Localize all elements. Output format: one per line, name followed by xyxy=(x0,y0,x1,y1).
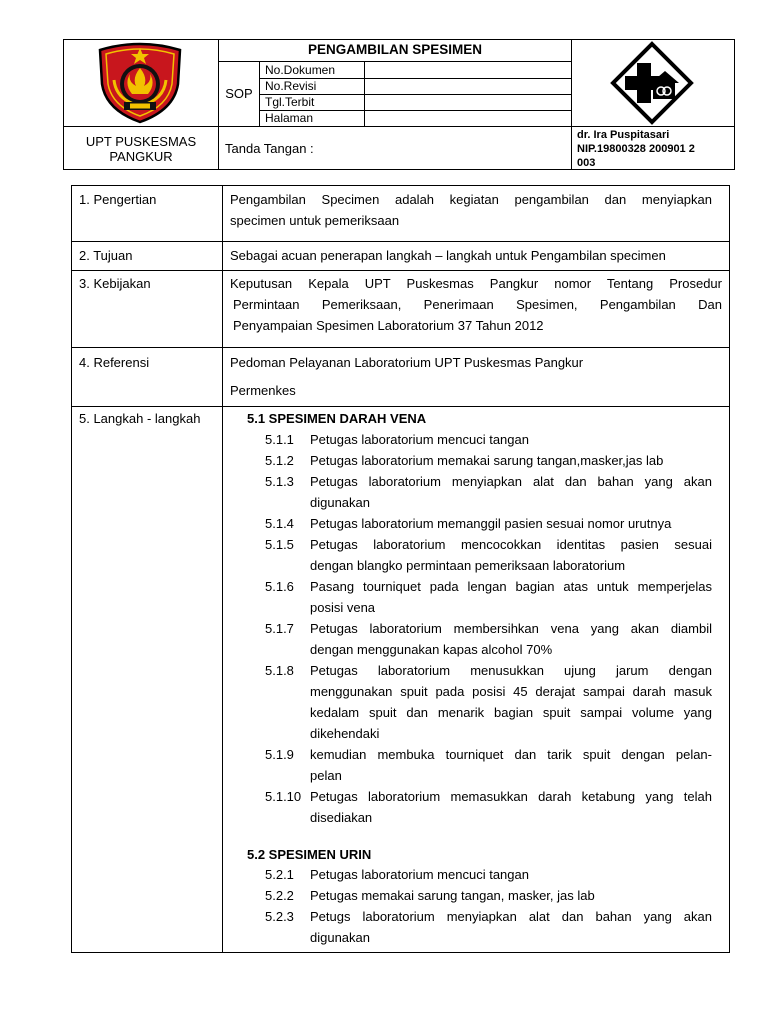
step-item xyxy=(265,885,712,906)
step-text xyxy=(310,660,712,744)
step-text-line: Petugs laboratorium menyiapkan alat dan bahan yang akan xyxy=(310,909,712,924)
row-label-kebijakan: 3. Kebijakan xyxy=(79,276,151,291)
step-item xyxy=(265,450,712,471)
step-text-line: disediakan xyxy=(310,810,373,825)
step-text xyxy=(310,906,712,948)
document-title: PENGAMBILAN SPESIMEN xyxy=(307,42,483,57)
step-number: 5.1.8 xyxy=(265,663,294,678)
step-text-line: Petugas laboratorium memakai sarung tangan,masker,jas lab xyxy=(310,453,664,468)
pengertian-text: Pengambilan Specimen adalah kegiatan pengambilan dan menyiapkan specimen untuk pemeriksaan xyxy=(230,192,712,228)
step-number: 5.1.2 xyxy=(265,453,294,468)
step-number: 5.1.6 xyxy=(265,579,294,594)
step-text-line: posisi vena xyxy=(310,600,376,615)
step-item xyxy=(265,576,712,618)
steps-darah-vena xyxy=(265,429,712,829)
header-divider xyxy=(63,126,735,127)
unit-name-line: UPT PUSKESMAS xyxy=(85,134,197,149)
step-text-line: menggunakan spuit pada posisi 45 derajat sampai darah masuk xyxy=(310,684,712,699)
step-text-line: Petugas laboratorium memasukkan darah ketabung yang telah xyxy=(310,789,712,804)
step-text-line: kemudian membuka tourniquet dan tarik spuit dengan pelan- xyxy=(310,747,712,762)
step-text-line: Petugas laboratorium membersihkan vena yang akan diambil xyxy=(310,621,712,636)
step-text-line: Petugas laboratorium mencocokkan identitas pasien sesuai xyxy=(310,537,712,552)
sop-field-halaman: Halaman xyxy=(265,111,314,125)
step-text xyxy=(310,744,712,786)
unit-name-line: PANGKUR xyxy=(109,149,173,164)
tujuan-text: Sebagai acuan penerapan langkah – langkah untuk Pengambilan specimen xyxy=(230,248,666,263)
step-item xyxy=(265,786,712,828)
step-text-line: dikehendaki xyxy=(310,726,380,741)
step-item xyxy=(265,864,712,885)
kebijakan-text: Keputusan Kepala UPT Puskesmas Pangkur nomor Tentang Prosedur Permintaan Pemeriksaan, Penerimaan Spesimen, Pengambilan Dan Penyampaian Spesimen Laboratorium 37 Tahun 2012 xyxy=(230,276,722,333)
step-text xyxy=(310,534,712,576)
sop-field-tgl-terbit: Tgl.Terbit xyxy=(265,95,315,109)
step-number: 5.1.5 xyxy=(265,537,294,552)
official-nip: NIP.19800328 200901 2 xyxy=(577,143,695,155)
step-number: 5.1.4 xyxy=(265,516,294,531)
step-text-line: Petugas laboratorium mencuci tangan xyxy=(310,867,529,882)
header-divider xyxy=(218,61,571,62)
referensi-item: Permenkes xyxy=(230,383,296,398)
step-item xyxy=(265,534,712,576)
referensi-item: Pedoman Pelayanan Laboratorium UPT Puskesmas Pangkur xyxy=(230,355,584,370)
step-item xyxy=(265,744,712,786)
step-text xyxy=(310,864,712,885)
step-text xyxy=(310,576,712,618)
step-number: 5.2.3 xyxy=(265,909,294,924)
step-text-line: Petugas laboratorium memanggil pasien sesuai nomor urutnya xyxy=(310,516,672,531)
step-text xyxy=(310,618,712,660)
step-text xyxy=(310,429,712,450)
content-divider xyxy=(71,347,730,348)
step-text-line: Petugas laboratorium menusukkan ujung jarum dengan xyxy=(310,663,712,678)
step-text-line: pelan xyxy=(310,768,342,783)
official-info xyxy=(577,128,735,170)
sop-field-no-dokumen: No.Dokumen xyxy=(265,63,336,77)
step-number: 5.1.1 xyxy=(265,432,294,447)
step-text-line: Petugas laboratorium menyiapkan alat dan bahan yang akan xyxy=(310,474,712,489)
header-divider xyxy=(571,39,572,170)
step-item xyxy=(265,618,712,660)
row-label-pengertian: 1. Pengertian xyxy=(79,192,157,207)
content-divider xyxy=(71,241,730,242)
step-number: 5.1.7 xyxy=(265,621,294,636)
signature-label: Tanda Tangan : xyxy=(225,141,314,156)
step-text xyxy=(310,513,712,534)
sop-field-no-revisi: No.Revisi xyxy=(265,79,317,93)
content-divider xyxy=(71,270,730,271)
official-name: dr. Ira Puspitasari xyxy=(577,129,670,141)
step-item xyxy=(265,660,712,744)
step-number: 5.1.10 xyxy=(265,789,302,804)
row-label-tujuan: 2. Tujuan xyxy=(79,248,133,263)
step-number: 5.2.1 xyxy=(265,867,294,882)
step-text-line: dengan menggunakan kapas alcohol 70% xyxy=(310,642,553,657)
steps-urin xyxy=(265,864,712,954)
step-text-line: Pasang tourniquet pada lengan bagian atas untuk memperjelas xyxy=(310,579,712,594)
step-text-line: digunakan xyxy=(310,930,370,945)
emblem-icon xyxy=(94,40,186,124)
step-text-line: Petugas laboratorium mencuci tangan xyxy=(310,432,529,447)
step-item xyxy=(265,513,712,534)
step-text-line: kedalam spuit dan menarik bagian spuit sampai volume yang xyxy=(310,705,712,720)
unit-name xyxy=(64,134,218,164)
row-label-referensi: 4. Referensi xyxy=(79,355,150,370)
step-number: 5.1.9 xyxy=(265,747,294,762)
step-item xyxy=(265,906,712,948)
step-item xyxy=(265,429,712,450)
step-text-line: digunakan xyxy=(310,495,370,510)
regional-emblem-logo xyxy=(94,40,186,124)
step-text xyxy=(310,471,712,513)
section-title-darah-vena: 5.1 SPESIMEN DARAH VENA xyxy=(247,411,427,426)
section-title-urin: 5.2 SPESIMEN URIN xyxy=(247,847,372,862)
sop-label: SOP xyxy=(225,86,253,101)
puskesmas-cross-icon xyxy=(609,41,695,125)
step-text xyxy=(310,885,712,906)
puskesmas-logo xyxy=(609,41,695,125)
content-divider xyxy=(71,406,730,407)
step-text-line: dengan blangko permintaan pemeriksaan laboratorium xyxy=(310,558,626,573)
step-text-line: Petugas memakai sarung tangan, masker, jas lab xyxy=(310,888,595,903)
step-text xyxy=(310,786,712,828)
content-divider xyxy=(222,185,223,953)
step-number: 5.2.2 xyxy=(265,888,294,903)
row-label-langkah: 5. Langkah - langkah xyxy=(79,411,201,426)
step-item xyxy=(265,471,712,513)
step-text xyxy=(310,450,712,471)
step-number: 5.1.3 xyxy=(265,474,294,489)
official-nip: 003 xyxy=(577,157,596,169)
